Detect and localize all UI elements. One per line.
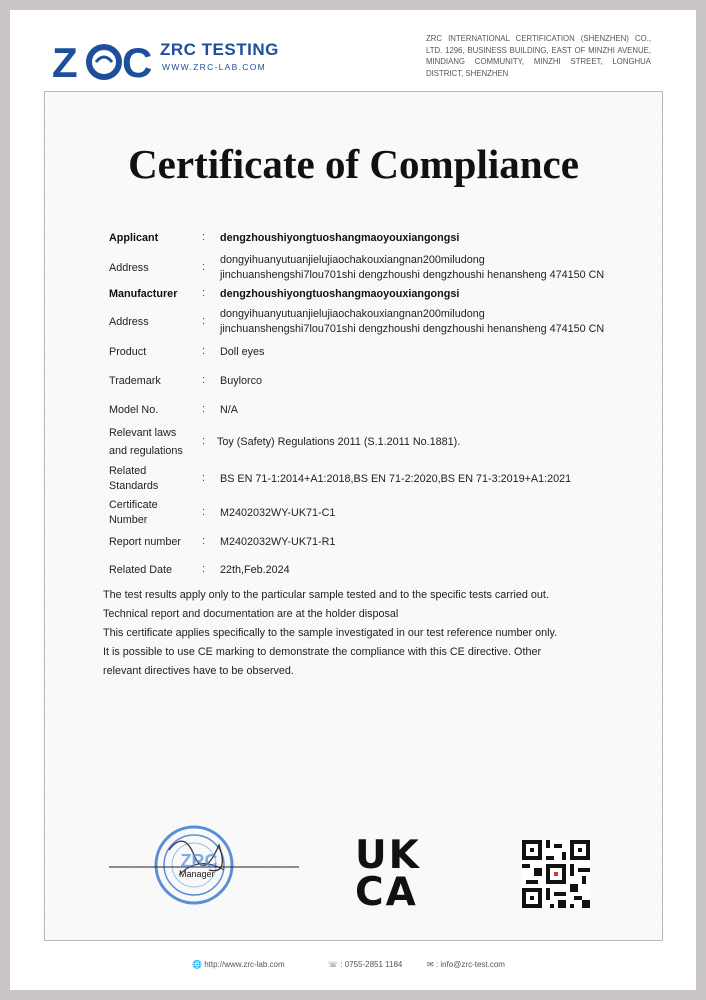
svg-text:Z: Z bbox=[52, 39, 78, 85]
product-label: Product bbox=[109, 346, 147, 358]
product-value: Doll eyes bbox=[220, 346, 265, 358]
applicant-label: Applicant bbox=[109, 232, 159, 244]
address-line2: jinchuanshengshi7lou701shi dengzhoushi dengzhoushi henansheng 474150 CN bbox=[220, 269, 605, 281]
statement-line: The test results apply only to the particular sample tested and to the specific tests carried out. bbox=[103, 589, 549, 601]
statement-paragraph bbox=[103, 586, 573, 681]
date-label: Related Date bbox=[109, 564, 173, 576]
ukca-line1: UK bbox=[355, 833, 421, 878]
statement-line: It is possible to use CE marking to demonstrate the compliance with this CE directive. Other bbox=[103, 646, 542, 658]
statement-line: This certificate applies specifically to the sample investigated in our test reference number only. bbox=[103, 627, 558, 639]
signature-role: Manager bbox=[179, 869, 215, 879]
date-value: 22th,Feb.2024 bbox=[220, 564, 290, 576]
signature-area bbox=[99, 825, 299, 905]
laws-label-line1: Relevant laws bbox=[109, 427, 177, 439]
brand-url: WWW.ZRC-LAB.COM bbox=[162, 62, 267, 72]
standards-label-line1: Related bbox=[109, 465, 147, 477]
brand-name: ZRC TESTING bbox=[160, 40, 279, 59]
stamp-icon bbox=[99, 825, 299, 905]
cert-number-label-line2: Number bbox=[109, 514, 148, 526]
stamp-text: ZRC bbox=[180, 851, 218, 871]
address-line1: dongyihuanyutuanjielujiaochakouxiangnan200miludong bbox=[220, 254, 485, 266]
standards-label-line2: Standards bbox=[109, 480, 159, 492]
cert-number-label-line1: Certificate bbox=[109, 499, 158, 511]
footer-web[interactable]: 🌐 http://www.zrc-lab.com bbox=[192, 960, 285, 969]
zrc-logo bbox=[52, 37, 292, 87]
manufacturer-value: dengzhoushiyongtuoshangmaoyouxiangongsi bbox=[220, 288, 460, 300]
globe-icon: 🌐 bbox=[192, 960, 202, 969]
email-icon: ✉ bbox=[427, 960, 434, 969]
svg-text:C: C bbox=[122, 39, 153, 85]
report-label: Report number bbox=[109, 536, 182, 548]
certificate-frame: Certificate of Compliance Applicant : dengzhoushiyongtuoshangmaoyouxiangongsi Address : dongyihuanyutuanjielujiaochakouxiangnan200miludong jinchuanshengshi7lou701shi dengzhoushi dengzhoushi henansheng 474150 CN Manufacturer : dengzhoushiyongtuoshangmaoyouxiangongsi Address : dongyihuanyutuanjielujiaochakouxiangnan200miludong jinchuanshengshi7lou701shi dengzhoushi dengzhoushi henansheng 474150 CN Product : Doll eyes Trademark : Buylorco Model No. : N/A Relevant laws and regulations : Toy (Safety) Regulations 2011 (S.1.2011 No.1881). Related Standards : BS EN 71-1:2014+A1:2018,BS EN 71-2:2020,BS EN 71-3:2019+A1:2021 Certificate Number : M2402032WY-UK71-C1 Report number : M2402032WY-UK71-R1 Related Date : 22th,Feb.2024 The test results apply only to the particular sample tested and to the specific tests carried out. Technical report and documentation are at the holder disposal This certificate applies specifically to the sample investigated in our test reference number only. It is possible to use CE marking to demonstrate the compliance with this CE directive. Other relevant directives have to be observed. ZRC Manager UK CA bbox=[44, 91, 663, 941]
qr-code-icon bbox=[522, 840, 590, 908]
laws-label-line2: and regulations bbox=[109, 445, 183, 457]
model-label: Model No. bbox=[109, 404, 159, 416]
statement-line: relevant directives have to be observed. bbox=[103, 665, 294, 677]
trademark-value: Buylorco bbox=[220, 375, 263, 387]
phone-icon: ☏ bbox=[328, 960, 339, 969]
cert-number-value: M2402032WY-UK71-C1 bbox=[220, 507, 336, 519]
certificate-title: Certificate of Compliance bbox=[128, 141, 579, 187]
applicant-value: dengzhoushiyongtuoshangmaoyouxiangongsi bbox=[220, 232, 460, 244]
address-label: Address bbox=[109, 316, 149, 328]
qr-code[interactable] bbox=[522, 840, 590, 908]
ukca-line2: CA bbox=[355, 870, 418, 915]
address-line1: dongyihuanyutuanjielujiaochakouxiangnan200miludong bbox=[220, 308, 485, 320]
footer-phone: ☏ : 0755-2851 1184 bbox=[328, 960, 403, 969]
footer-email[interactable]: ✉ : info@zrc-test.com bbox=[427, 960, 505, 969]
certificate-page bbox=[10, 10, 696, 990]
standards-value: BS EN 71-1:2014+A1:2018,BS EN 71-2:2020,BS EN 71-3:2019+A1:2021 bbox=[220, 473, 572, 485]
address-label: Address bbox=[109, 262, 149, 274]
model-value: N/A bbox=[220, 404, 238, 416]
address-line2: jinchuanshengshi7lou701shi dengzhoushi dengzhoushi henansheng 474150 CN bbox=[220, 323, 605, 335]
laws-value: Toy (Safety) Regulations 2011 (S.1.2011 No.1881). bbox=[217, 436, 461, 448]
company-address: ZRC INTERNATIONAL CERTIFICATION (SHENZHEN) CO., LTD. 1296, BUSINESS BUILDING, EAST OF MINZHI AVENUE, MINDIANG COMMUNITY, MINZHI STREET, LONGHUA DISTRICT, SHENZHEN bbox=[426, 34, 651, 78]
statement-line: Technical report and documentation are at the holder disposal bbox=[103, 608, 399, 620]
zrc-logo-mark bbox=[52, 37, 160, 85]
trademark-label: Trademark bbox=[109, 375, 161, 387]
manufacturer-label: Manufacturer bbox=[109, 288, 178, 300]
ukca-mark bbox=[355, 833, 435, 917]
report-value: M2402032WY-UK71-R1 bbox=[220, 536, 336, 548]
